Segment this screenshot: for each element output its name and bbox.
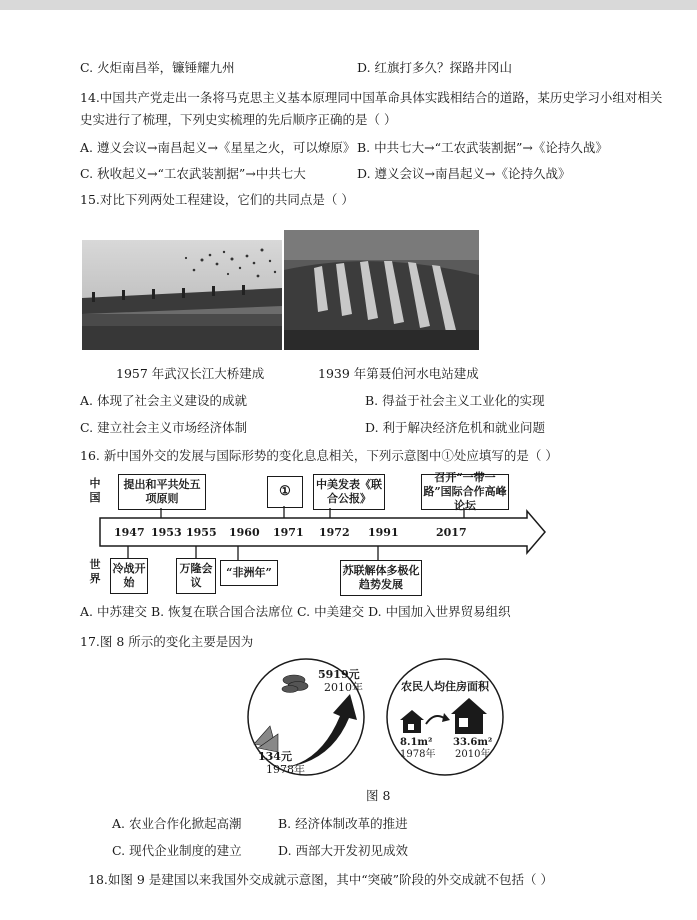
housing-title: 农民人均住房面积 xyxy=(401,680,489,693)
figure-8 xyxy=(240,656,510,778)
income-1978-value: 134元 xyxy=(258,750,292,763)
figure-8-caption: 图 8 xyxy=(366,788,391,803)
q16-stem: 16. 新中国外交的发展与国际形势的变化息息相关，下列示意图中①处应填写的是（ ） xyxy=(80,448,558,463)
q17-option-a: A. 农业合作化掀起高潮 xyxy=(112,816,242,831)
q17-stem: 17.图 8 所示的变化主要是因为 xyxy=(80,634,254,649)
q13-option-c: C. 火炬南昌举，镰锤耀九州 xyxy=(80,60,235,75)
area-2010-year: 2010年 xyxy=(455,749,491,760)
q18-stem: 18.如图 9 是建国以来我国外交成就示意图，其中“突破”阶段的外交成就不包括（ ） xyxy=(88,872,554,887)
q15-option-a: A. 体现了社会主义建设的成就 xyxy=(80,393,247,408)
photo1-caption: 1957 年武汉长江大桥建成 xyxy=(116,366,265,381)
income-2010-value: 5919元 xyxy=(318,668,360,681)
q17-option-b: B. 经济体制改革的推进 xyxy=(278,816,408,831)
q14-option-d: D. 遵义会议→南昌起义→《论持久战》 xyxy=(357,166,571,181)
timeline-year-1947: 1947 xyxy=(114,526,145,539)
q14-option-c: C. 秋收起义→“工农武装割据”→中共七大 xyxy=(80,166,306,181)
area-1978-value: 8.1m² xyxy=(400,737,433,748)
q15-stem: 15.对比下列两处工程建设，它们的共同点是（ ） xyxy=(80,192,354,207)
q15-option-b: B. 得益于社会主义工业化的实现 xyxy=(365,393,545,408)
photo2-caption: 1939 年第聂伯河水电站建成 xyxy=(318,366,479,381)
q17-option-d: D. 西部大开发初见成效 xyxy=(278,843,409,858)
q14-stem-line2: 史实进行了梳理，下列史实梳理的先后顺序正确的是（ ） xyxy=(80,112,397,127)
area-1978-year: 1978年 xyxy=(400,749,436,760)
timeline-box-sino-us-communique: 中美发表《联合公报》 xyxy=(313,474,385,510)
income-2010-year: 2010年 xyxy=(324,681,363,694)
timeline-china-label: 中国 xyxy=(89,477,101,504)
timeline-year-1971: 1971 xyxy=(273,526,304,539)
q13-option-d: D. 红旗打多久？探路井冈山 xyxy=(357,60,513,75)
q16-options: A. 中苏建交 B. 恢复在联合国合法席位 C. 中美建交 D. 中国加入世界贸易组织 xyxy=(80,604,511,619)
area-2010-value: 33.6m² xyxy=(453,737,493,748)
timeline-box-bandung: 万隆会议 xyxy=(176,558,216,594)
timeline-year-1955: 1955 xyxy=(186,526,217,539)
q15-option-c: C. 建立社会主义市场经济体制 xyxy=(80,420,248,435)
timeline-year-1960: 1960 xyxy=(229,526,260,539)
timeline-year-1972: 1972 xyxy=(319,526,350,539)
timeline-box-five-principles: 提出和平共处五项原则 xyxy=(118,474,206,510)
timeline-year-2017: 2017 xyxy=(436,526,467,539)
q15-option-d: D. 利于解决经济危机和就业问题 xyxy=(365,420,546,435)
q14-option-a: A. 遵义会议→南昌起义→《星星之火，可以燎原》 xyxy=(80,140,356,155)
timeline-box-belt-and-road: 召开“一带一路”国际合作高峰论坛 xyxy=(421,474,509,510)
timeline-box-africa-year: “非洲年” xyxy=(220,560,278,586)
income-1978-year: 1978年 xyxy=(266,763,305,776)
timeline-box-cold-war: 冷战开始 xyxy=(110,558,148,594)
timeline-year-1991: 1991 xyxy=(368,526,399,539)
timeline-box-ussr-collapse: 苏联解体多极化趋势发展 xyxy=(340,560,422,596)
timeline-box-blank-1: ① xyxy=(267,476,303,508)
q17-option-c: C. 现代企业制度的建立 xyxy=(112,843,242,858)
timeline-world-label: 世界 xyxy=(89,558,101,585)
timeline-year-1953: 1953 xyxy=(151,526,182,539)
q14-stem-line1: 14.中国共产党走出一条将马克思主义基本原理同中国革命具体实践相结合的道路，某历史学习小组对相关 xyxy=(80,90,663,105)
q14-option-b: B. 中共七大→“工农武装割据”→《论持久战》 xyxy=(357,140,608,155)
